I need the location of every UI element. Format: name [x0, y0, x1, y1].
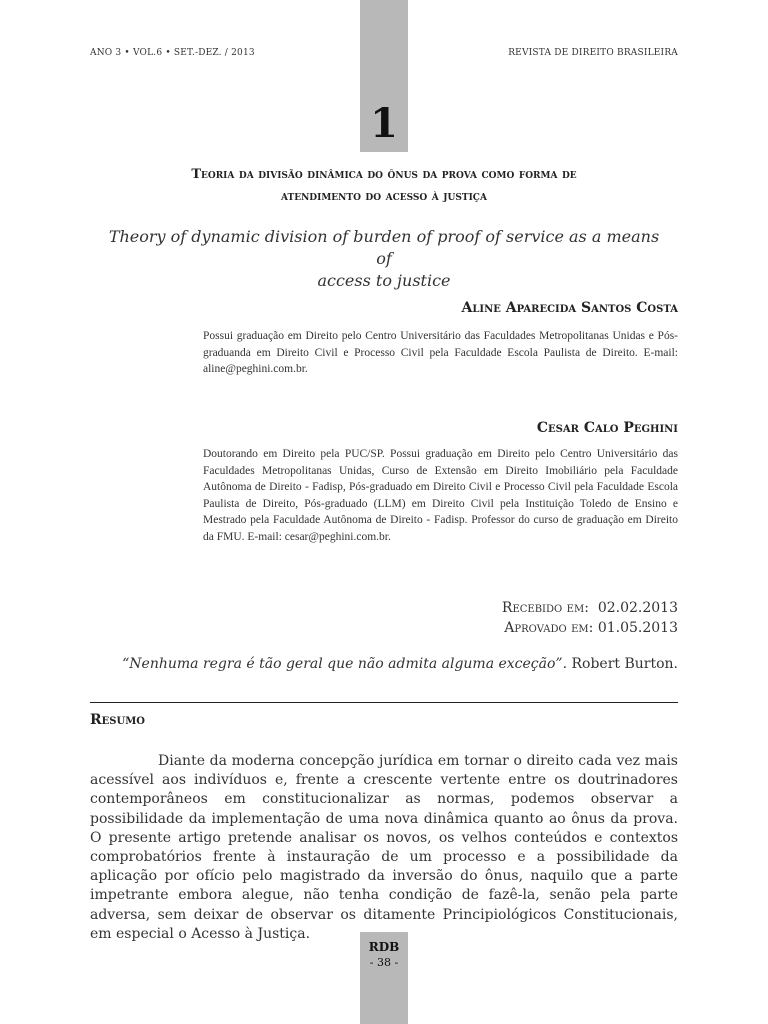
section-divider — [90, 702, 678, 703]
article-title — [110, 164, 658, 208]
article-dates — [502, 598, 678, 638]
footer-journal-abbr: RDB — [368, 940, 400, 954]
author-name-1: Aline Aparecida Santos Costa — [461, 300, 678, 316]
epigraph-quote: “Nenhuma regra é tão geral que não admita alguma exceção”. — [122, 656, 568, 672]
epigraph — [122, 656, 678, 672]
received-date — [502, 598, 678, 618]
received-label: Recebido em: — [501, 600, 589, 616]
epigraph-author: Robert Burton. — [571, 656, 678, 672]
approved-label: Aprovado em: — [504, 620, 594, 636]
chapter-number: 1 — [370, 100, 398, 147]
title-line-1: Teoria da divisão dinâmica do ônus da prova como forma de — [191, 167, 577, 182]
article-subtitle — [100, 226, 668, 292]
subtitle-line-1: Theory of dynamic division of burden of proof of service as a means of — [108, 227, 660, 268]
header-journal-name: REVISTA DE DIREITO BRASILEIRA — [508, 48, 678, 58]
page-number: - 38 - — [369, 956, 399, 969]
received-value: 02.02.2013 — [597, 600, 678, 616]
author-bio-1: Possui graduação em Direito pelo Centro Universitário das Faculdades Metropolitanas Unidas e Pós-graduanda em Direito Civil e Processo Civil pela Faculdade Escola Paulista de Direito. E-mail: aline@peghini.com.br. — [203, 330, 678, 375]
author-bio-2: Doutorando em Direito pela PUC/SP. Possui graduação em Direito pelo Centro Universitário das Faculdades Metropolitanas Unidas, Curso de Extensão em Direito Imobiliário pela Faculdade Autônoma de Direito - Fadisp, Pós-graduado em Direito Civil e Processo Civil pela Faculdade Escola Paulista de Direito, Pós-graduado (LLM) em Direito Civil pela Instituição Toledo de Ensino e Mestrado pela Faculdade Autônoma de Direito - Fadisp. Professor do curso de graduação em Direito da FMU. E-mail: cesar@peghini.com.br. — [203, 448, 678, 543]
approved-date — [502, 618, 678, 638]
resumo-body: Diante da moderna concepção jurídica em tornar o direito cada vez mais acessível aos indivíduos e, frente a crescente vertente entre os doutrinadores contemporâneos em constitucionalizar as normas, podemos observar a possibilidade da implementação de uma nova dinâmica quanto ao ônus da prova. O presente artigo pretende analisar os novos, os velhos conteúdos e contextos comprobatórios frente à instauração de um processo e a possibilidade da aplicação por ofício pelo magistrado da inversão do ônus, naquilo que a parte impetrante embora alegue, não tenha condição de fazê-la, senão pela parte adversa, sem deixar de observar os ditamente Principiológicos Constitucionais, em especial o Acesso à Justiça. — [90, 753, 678, 942]
title-line-2: atendimento do acesso à justiça — [281, 189, 487, 204]
resumo-heading: Resumo — [90, 712, 145, 728]
header-issue-info: ANO 3 • VOL.6 • SET.-DEZ. / 2013 — [90, 48, 255, 58]
subtitle-line-2: access to justice — [317, 271, 451, 290]
author-name-2: Cesar Calo Peghini — [536, 420, 678, 436]
approved-value: 01.05.2013 — [597, 620, 678, 636]
